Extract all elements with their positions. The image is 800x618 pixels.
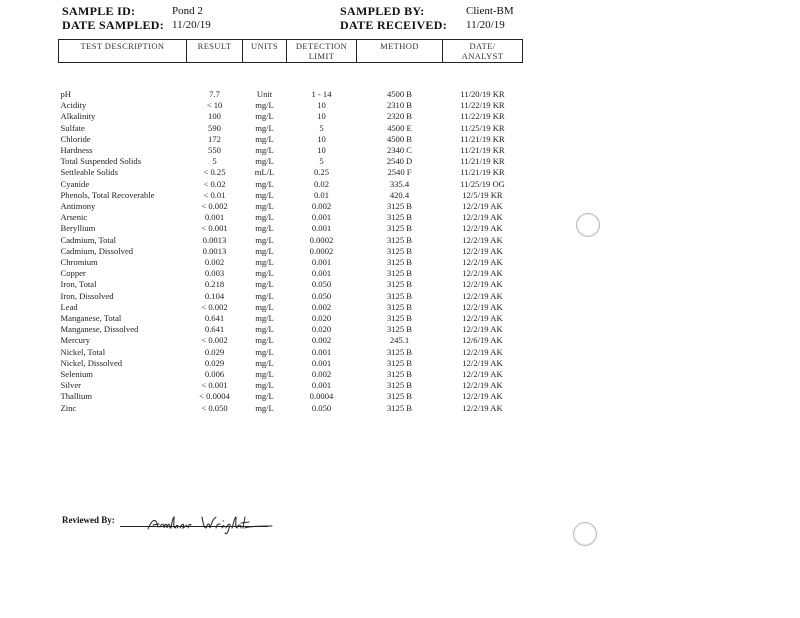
cell-method: 2310 B	[386, 100, 413, 111]
table-row	[59, 63, 523, 101]
cell-detection-limit: 0.001	[311, 346, 332, 357]
cell-result: < 0.001	[201, 223, 228, 234]
table-row	[59, 123, 523, 134]
cell-units: mg/L	[255, 212, 274, 223]
cell-result: 0.001	[204, 212, 225, 223]
cell-date-analyst: 12/2/19 AK	[462, 357, 503, 368]
cell-result: < 0.002	[201, 201, 228, 212]
cell-date-analyst: 12/2/19 AK	[462, 313, 503, 324]
cell-date-analyst: 11/25/19 KR	[460, 122, 505, 133]
cell-method: 3125 B	[386, 324, 413, 335]
cell-test-description: Hardness	[60, 145, 93, 156]
cell-detection-limit: 0.050	[311, 402, 332, 413]
cell-test-description: Nickel, Total	[60, 346, 106, 357]
cell-test-description: Total Suspended Solids	[60, 156, 142, 167]
cell-detection-limit: 0.001	[311, 357, 332, 368]
cell-date-analyst: 11/22/19 KR	[460, 111, 505, 122]
cell-detection-limit: 10	[317, 133, 326, 144]
date-sampled-value: 11/20/19	[172, 19, 211, 31]
cell-method: 4500 E	[387, 122, 412, 133]
table-row	[59, 100, 523, 111]
cell-test-description: Zinc	[60, 402, 77, 413]
cell-units: mg/L	[255, 402, 274, 413]
cell-test-description: Iron, Total	[60, 279, 97, 290]
cell-detection-limit: 0.0002	[309, 234, 334, 245]
cell-date-analyst: 12/2/19 AK	[462, 245, 503, 256]
table-row	[59, 156, 523, 167]
cell-date-analyst: 12/2/19 AK	[462, 234, 503, 245]
cell-date-analyst: 12/2/19 AK	[462, 380, 503, 391]
cell-detection-limit: 0.002	[311, 369, 332, 380]
cell-method: 3125 B	[386, 268, 413, 279]
date-received-label: DATE RECEIVED:	[340, 18, 447, 32]
table-row	[59, 145, 523, 156]
cell-method: 3125 B	[386, 201, 413, 212]
col-units: UNITS	[243, 40, 287, 63]
cell-detection-limit: 0.001	[311, 268, 332, 279]
table-row	[59, 347, 523, 358]
cell-detection-limit: 0.050	[311, 290, 332, 301]
cell-date-analyst: 11/20/19 KR	[460, 89, 505, 99]
cell-result: < 0.002	[201, 301, 228, 312]
cell-units: mg/L	[255, 178, 274, 189]
cell-method: 3125 B	[386, 245, 413, 256]
cell-method: 2320 B	[386, 111, 413, 122]
cell-result: < 10	[206, 100, 223, 111]
cell-detection-limit: 0.001	[311, 212, 332, 223]
cell-units: mg/L	[255, 122, 274, 133]
cell-result: < 0.002	[201, 335, 228, 346]
cell-test-description: Cadmium, Total	[60, 234, 117, 245]
cell-method: 420.4	[389, 189, 410, 200]
cell-method: 3125 B	[386, 391, 413, 402]
cell-units: mg/L	[255, 346, 274, 357]
cell-result: 172	[208, 133, 221, 144]
cell-test-description: Alkalinity	[60, 111, 96, 122]
cell-test-description: pH	[60, 89, 72, 99]
cell-units: mg/L	[255, 313, 274, 324]
cell-test-description: Sulfate	[60, 122, 85, 133]
cell-units: mg/L	[255, 357, 274, 368]
col-test-description: TEST DESCRIPTION	[59, 40, 187, 63]
table-row	[59, 302, 523, 313]
cell-date-analyst: 11/22/19 KR	[460, 100, 505, 111]
cell-test-description: Chloride	[60, 133, 91, 144]
table-row	[59, 134, 523, 145]
col-result: RESULT	[187, 40, 243, 63]
cell-method: 4500 B	[386, 133, 413, 144]
cell-date-analyst: 12/2/19 AK	[462, 324, 503, 335]
cell-units: mg/L	[255, 189, 274, 200]
cell-units: mg/L	[255, 100, 274, 111]
cell-method: 3125 B	[386, 357, 413, 368]
cell-method: 3125 B	[386, 279, 413, 290]
cell-test-description: Phenols, Total Recoverable	[60, 189, 155, 200]
cell-detection-limit: 0.002	[311, 301, 332, 312]
table-row	[59, 279, 523, 290]
table-row	[59, 235, 523, 246]
cell-detection-limit: 0.020	[311, 324, 332, 335]
cell-method: 3125 B	[386, 212, 413, 223]
table-row	[59, 391, 523, 402]
cell-method: 3125 B	[386, 380, 413, 391]
table-row	[59, 179, 523, 190]
sampled-by-label: SAMPLED BY:	[340, 4, 425, 18]
cell-method: 245.1	[389, 335, 410, 346]
cell-method: 4500 B	[386, 89, 413, 99]
table-row	[59, 190, 523, 201]
cell-date-analyst: 12/2/19 AK	[462, 223, 503, 234]
cell-detection-limit: 10	[317, 145, 326, 156]
table-row	[59, 223, 523, 234]
date-received-value: 11/20/19	[466, 19, 505, 31]
cell-result: < 0.02	[203, 178, 226, 189]
cell-method: 2540 F	[387, 167, 412, 178]
cell-result: 0.641	[204, 313, 225, 324]
cell-test-description: Antimony	[60, 201, 96, 212]
cell-units: Unit	[256, 89, 273, 99]
punch-hole-icon	[573, 522, 597, 546]
cell-result: 0.641	[204, 324, 225, 335]
cell-date-analyst: 11/21/19 KR	[460, 167, 505, 178]
cell-date-analyst: 12/2/19 AK	[462, 257, 503, 268]
table-row	[59, 268, 523, 279]
cell-test-description: Nickel, Dissolved	[60, 357, 123, 368]
reviewed-by-label: Reviewed By:	[62, 515, 115, 525]
cell-test-description: Acidity	[60, 100, 87, 111]
cell-date-analyst: 12/2/19 AK	[462, 279, 503, 290]
results-table	[58, 39, 523, 414]
cell-units: mg/L	[255, 201, 274, 212]
cell-units: mg/L	[255, 111, 274, 122]
cell-test-description: Copper	[60, 268, 86, 279]
cell-date-analyst: 12/2/19 AK	[462, 290, 503, 301]
cell-result: < 0.050	[201, 402, 228, 413]
table-row	[59, 380, 523, 391]
cell-method: 3125 B	[386, 234, 413, 245]
cell-test-description: Thallium	[60, 391, 93, 402]
cell-result: 5	[212, 156, 217, 167]
cell-units: mg/L	[255, 268, 274, 279]
cell-date-analyst: 12/2/19 AK	[462, 201, 503, 212]
cell-detection-limit: 10	[317, 100, 326, 111]
cell-detection-limit: 1 - 14	[311, 89, 332, 99]
cell-detection-limit: 5	[319, 156, 324, 167]
punch-hole-icon	[576, 213, 600, 237]
cell-result: < 0.001	[201, 380, 228, 391]
cell-units: mg/L	[255, 156, 274, 167]
cell-units: mL/L	[254, 167, 275, 178]
cell-detection-limit: 0.050	[311, 279, 332, 290]
table-row	[59, 291, 523, 302]
table-row	[59, 257, 523, 268]
table-row	[59, 403, 523, 414]
col-date-analyst: DATE/ ANALYST	[443, 40, 523, 63]
cell-detection-limit: 0.0002	[309, 245, 334, 256]
table-row	[59, 246, 523, 257]
col-detection-limit: DETECTION LIMIT	[287, 40, 357, 63]
cell-detection-limit: 0.25	[313, 167, 330, 178]
cell-method: 2340 C	[386, 145, 413, 156]
cell-method: 3125 B	[386, 290, 413, 301]
cell-date-analyst: 12/2/19 AK	[462, 268, 503, 279]
cell-detection-limit: 0.01	[313, 189, 330, 200]
cell-detection-limit: 10	[317, 111, 326, 122]
cell-date-analyst: 12/6/19 AK	[462, 335, 503, 346]
cell-units: mg/L	[255, 234, 274, 245]
signature-image	[146, 509, 276, 537]
cell-result: 100	[208, 111, 221, 122]
cell-result: < 0.01	[203, 189, 226, 200]
cell-test-description: Lead	[60, 301, 78, 312]
sampled-by-value: Client-BM	[466, 5, 514, 17]
cell-units: mg/L	[255, 324, 274, 335]
cell-test-description: Manganese, Total	[60, 313, 122, 324]
cell-units: mg/L	[255, 369, 274, 380]
cell-test-description: Mercury	[60, 335, 91, 346]
cell-units: mg/L	[255, 145, 274, 156]
cell-test-description: Chromium	[60, 257, 98, 268]
cell-method: 335.4	[389, 178, 410, 189]
cell-result: 550	[208, 145, 221, 156]
cell-test-description: Selenium	[60, 369, 93, 380]
cell-result: 0.006	[204, 369, 225, 380]
cell-units: mg/L	[255, 279, 274, 290]
cell-result: 0.003	[204, 268, 225, 279]
cell-date-analyst: 12/2/19 AK	[462, 369, 503, 380]
cell-result: 0.029	[204, 357, 225, 368]
cell-date-analyst: 12/2/19 AK	[462, 391, 503, 402]
cell-test-description: Manganese, Dissolved	[60, 324, 139, 335]
cell-date-analyst: 12/2/19 AK	[462, 346, 503, 357]
cell-method: 3125 B	[386, 223, 413, 234]
cell-method: 3125 B	[386, 301, 413, 312]
cell-test-description: Beryllium	[60, 223, 96, 234]
cell-detection-limit: 0.020	[311, 313, 332, 324]
date-sampled-label: DATE SAMPLED:	[62, 18, 165, 32]
cell-date-analyst: 12/2/19 AK	[462, 212, 503, 223]
cell-detection-limit: 0.001	[311, 380, 332, 391]
cell-date-analyst: 11/21/19 KR	[460, 156, 505, 167]
cell-test-description: Arsenic	[60, 212, 88, 223]
cell-method: 3125 B	[386, 257, 413, 268]
cell-detection-limit: 0.001	[311, 223, 332, 234]
results-table-body	[59, 63, 523, 414]
table-row	[59, 324, 523, 335]
table-row	[59, 201, 523, 212]
cell-result: 0.218	[204, 279, 225, 290]
results-table-container	[58, 39, 522, 414]
cell-date-analyst: 11/21/19 KR	[460, 133, 505, 144]
cell-detection-limit: 0.001	[311, 257, 332, 268]
cell-result: 0.0013	[202, 245, 227, 256]
cell-result: < 0.0004	[199, 391, 230, 402]
table-row	[59, 358, 523, 369]
cell-date-analyst: 11/21/19 KR	[460, 145, 505, 156]
cell-date-analyst: 11/25/19 OG	[460, 178, 505, 189]
cell-date-analyst: 12/2/19 AK	[462, 301, 503, 312]
cell-date-analyst: 12/2/19 AK	[462, 402, 503, 413]
cell-units: mg/L	[255, 391, 274, 402]
table-row	[59, 313, 523, 324]
cell-detection-limit: 0.002	[311, 201, 332, 212]
cell-units: mg/L	[255, 257, 274, 268]
sample-id-value: Pond 2	[172, 5, 203, 17]
table-row	[59, 335, 523, 346]
cell-units: mg/L	[255, 380, 274, 391]
table-row	[59, 111, 523, 122]
cell-result: 0.104	[204, 290, 225, 301]
cell-units: mg/L	[255, 245, 274, 256]
cell-result: 0.002	[204, 257, 225, 268]
cell-test-description: Cyanide	[60, 178, 90, 189]
cell-units: mg/L	[255, 301, 274, 312]
cell-result: 590	[208, 122, 221, 133]
cell-date-analyst: 12/5/19 KR	[462, 189, 503, 200]
cell-test-description: Iron, Dissolved	[60, 290, 114, 301]
cell-units: mg/L	[255, 133, 274, 144]
cell-result: 0.029	[204, 346, 225, 357]
cell-method: 2540 D	[386, 156, 413, 167]
cell-method: 3125 B	[386, 402, 413, 413]
cell-result: 0.0013	[202, 234, 227, 245]
cell-detection-limit: 0.002	[311, 335, 332, 346]
cell-detection-limit: 0.0004	[309, 391, 334, 402]
col-method: METHOD	[357, 40, 443, 63]
table-header-row	[59, 40, 523, 63]
cell-test-description: Settleable Solids	[60, 167, 119, 178]
cell-units: mg/L	[255, 223, 274, 234]
sample-id-label: SAMPLE ID:	[62, 4, 136, 18]
table-row	[59, 212, 523, 223]
cell-method: 3125 B	[386, 346, 413, 357]
table-row	[59, 369, 523, 380]
cell-method: 3125 B	[386, 369, 413, 380]
cell-units: mg/L	[255, 290, 274, 301]
cell-detection-limit: 0.02	[313, 178, 330, 189]
cell-test-description: Silver	[60, 380, 82, 391]
cell-test-description: Cadmium, Dissolved	[60, 245, 134, 256]
cell-method: 3125 B	[386, 313, 413, 324]
cell-result: 7.7	[209, 89, 220, 99]
cell-result: < 0.25	[203, 167, 226, 178]
cell-detection-limit: 5	[319, 122, 324, 133]
cell-units: mg/L	[255, 335, 274, 346]
table-row	[59, 167, 523, 178]
